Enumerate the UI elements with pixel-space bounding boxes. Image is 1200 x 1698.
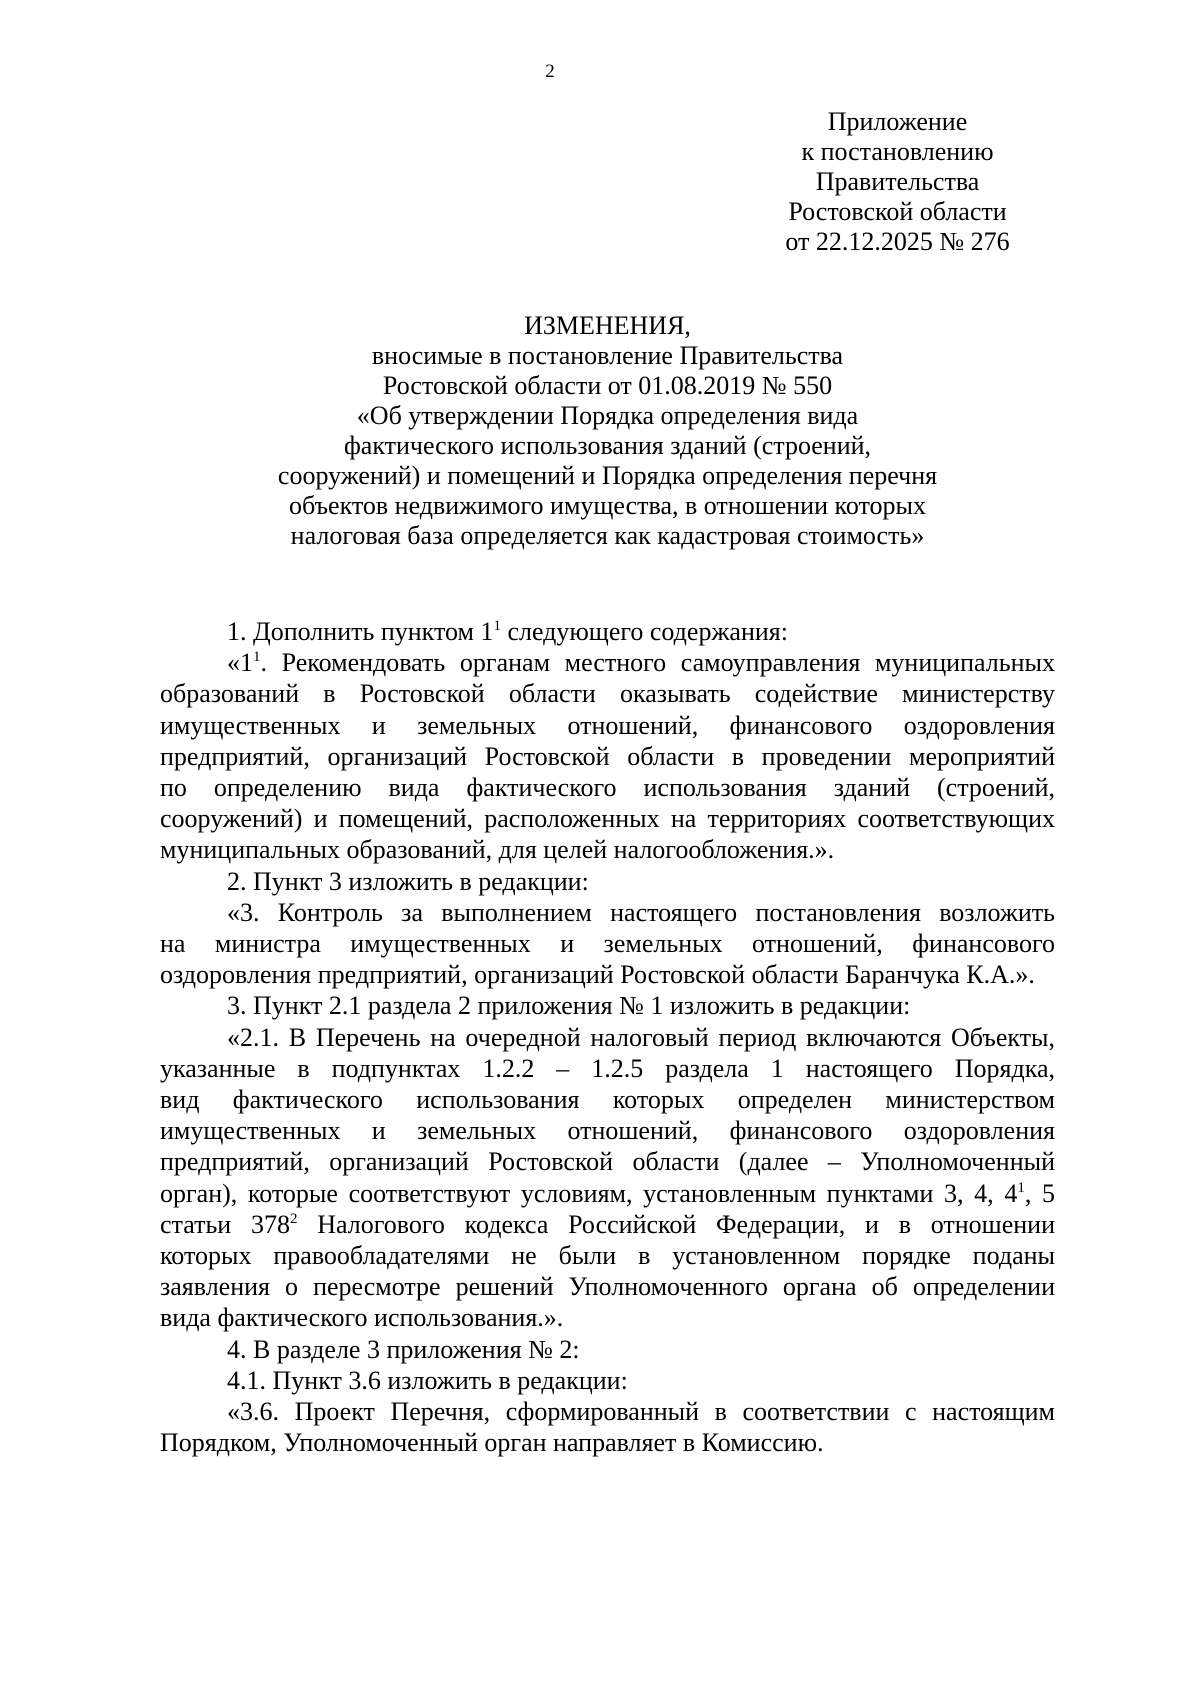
paragraph-line: предприятий, организаций Ростовской области (далее – Уполномоченный xyxy=(160,1147,1055,1177)
title-line: сооружений) и помещений и Порядка определения перечня xyxy=(277,461,938,490)
superscript: 1 xyxy=(493,618,501,634)
text: , 5 xyxy=(1024,1178,1055,1208)
text: 1. Дополнить пунктом 1 xyxy=(227,617,494,646)
paragraph-line: «3.6. Проект Перечня, сформированный в соответствии с настоящим xyxy=(227,1397,1055,1427)
superscript: 2 xyxy=(289,1210,298,1227)
title-line: объектов недвижимого имущества, в отношении которых xyxy=(289,491,926,520)
paragraph-line: оздоровления предприятий, организаций Ростовской области Баранчука К.А.». xyxy=(160,960,1035,990)
paragraph-line xyxy=(160,1209,1055,1240)
paragraph-line: «3. Контроль за выполнением настоящего постановления возложить xyxy=(227,897,1055,927)
paragraph-line: Порядком, Уполномоченный орган направляет в Комиссию. xyxy=(160,1428,824,1458)
paragraph-line: вида фактического использования.». xyxy=(160,1303,564,1333)
paragraph-line: заявления о пересмотре решений Уполномоченного органа об определении xyxy=(160,1272,1055,1302)
paragraph-1 xyxy=(160,616,1055,647)
paragraph-line: сооружений) и помещений, расположенных на территориях соответствующих xyxy=(160,804,1055,834)
title-line: Ростовской области от 01.08.2019 № 550 xyxy=(382,371,833,400)
paragraph-5: 3. Пункт 2.1 раздела 2 приложения № 1 изложить в редакции: xyxy=(227,991,911,1021)
paragraph-line: предприятий, организаций Ростовской области в проведении мероприятий xyxy=(160,741,1055,771)
paragraph-line: имущественных и земельных отношений, финансового оздоровления xyxy=(160,710,1055,740)
paragraph-line: вид фактического использования которых определен министерством xyxy=(160,1085,1055,1115)
approval-line: Приложение xyxy=(827,107,968,136)
superscript: 1 xyxy=(253,649,261,666)
paragraph-line: муниципальных образований, для целей налогообложения.». xyxy=(160,835,835,865)
title-line: «Об утверждении Порядка определения вида xyxy=(356,401,859,430)
superscript: 1 xyxy=(1017,1179,1025,1196)
approval-stamp xyxy=(760,107,1035,257)
paragraph-7: 4. В разделе 3 приложения № 2: xyxy=(227,1334,580,1364)
text: . Рекомендовать органам местного самоуправления муниципальных xyxy=(260,648,1055,678)
paragraph-line: указанные в подпунктах 1.2.2 – 1.2.5 раздела 1 настоящего Порядка, xyxy=(160,1053,1055,1083)
paragraph-line: на министра имущественных и земельных отношений, финансового xyxy=(160,929,1055,959)
title-line: фактического использования зданий (строений, xyxy=(343,431,872,460)
paragraph-line xyxy=(160,1178,1055,1209)
document-title xyxy=(160,311,1055,551)
approval-line: Правительства xyxy=(815,167,980,196)
text: следующего содержания: xyxy=(500,617,788,646)
text: орган), которые соответствуют условиям, установленным пунктами 3, 4, 4 xyxy=(160,1178,1018,1208)
text: Налогового кодекса Российской Федерации, и в отношении xyxy=(297,1209,1055,1239)
paragraph-line: «2.1. В Перечень на очередной налоговый период включаются Объекты, xyxy=(227,1022,1055,1052)
document-body xyxy=(160,616,1055,1458)
paragraph-line: которых правообладателями не были в установленном порядке поданы xyxy=(160,1241,1055,1271)
paragraph-line: имущественных и земельных отношений, финансового оздоровления xyxy=(160,1116,1055,1146)
text: «1 xyxy=(227,648,253,678)
approval-line: от 22.12.2025 № 276 xyxy=(785,227,1010,256)
approval-line: Ростовской области xyxy=(788,197,1007,226)
title-heading: ИЗМЕНЕНИЯ, xyxy=(524,311,691,340)
paragraph-line: образований в Ростовской области оказывать содействие министерству xyxy=(160,679,1055,709)
paragraph-line: по определению вида фактического использования зданий (строений, xyxy=(160,773,1055,803)
page-number: 2 xyxy=(545,61,555,82)
paragraph-8: 4.1. Пункт 3.6 изложить в редакции: xyxy=(227,1365,628,1395)
paragraph-3: 2. Пункт 3 изложить в редакции: xyxy=(227,866,589,896)
approval-line: к постановлению xyxy=(801,137,994,166)
text: статьи 378 xyxy=(160,1209,290,1239)
paragraph-line xyxy=(160,647,1055,678)
title-line: налоговая база определяется как кадастровая стоимость» xyxy=(290,521,925,550)
title-line: вносимые в постановление Правительства xyxy=(371,341,844,370)
